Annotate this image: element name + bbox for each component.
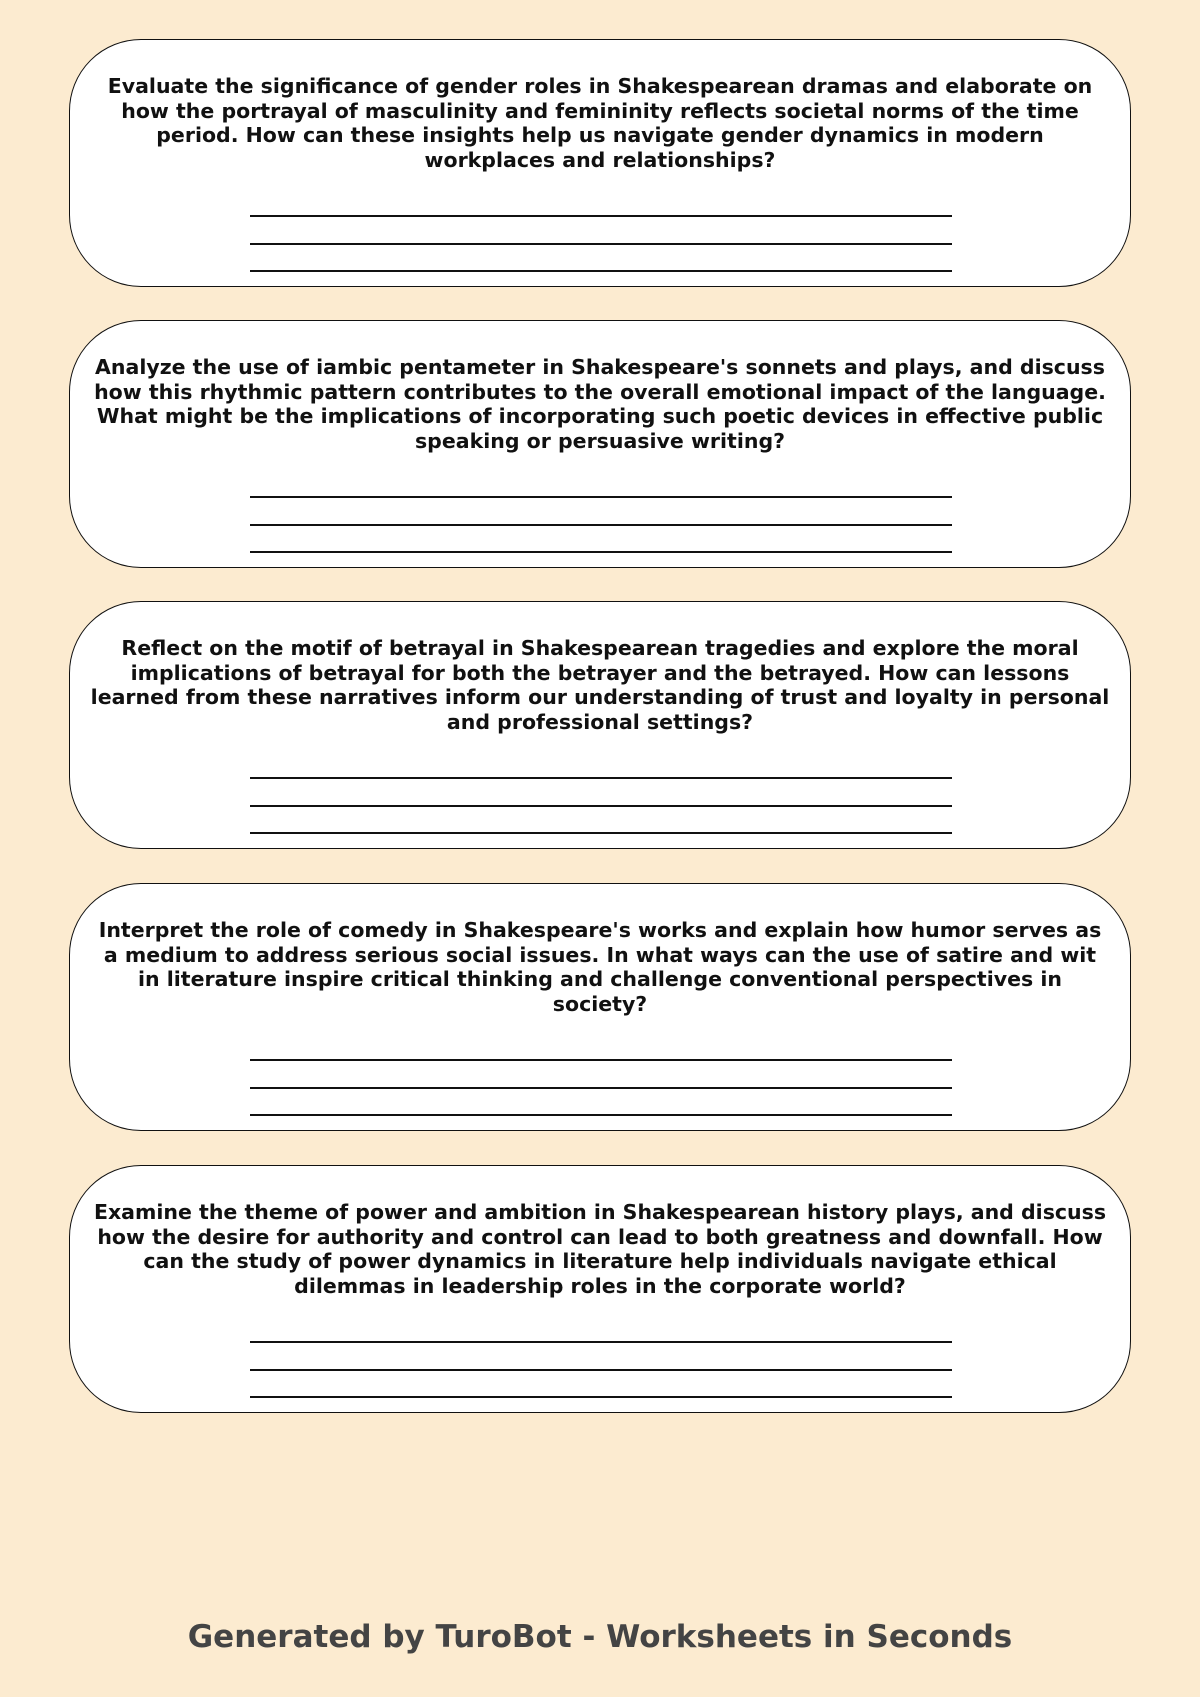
question-card-2 <box>69 320 1131 568</box>
answer-line-4-2[interactable] <box>250 1087 952 1089</box>
question-text-1: Evaluate the significance of gender roles in Shakespearean dramas and elaborate on how the portrayal of masculinity and femininity reflects societal norms of the time period. How can these insights help us navigate gender dynamics in modern workplaces and relationships? <box>107 74 1093 172</box>
question-card-1 <box>69 39 1131 287</box>
answer-line-2-1[interactable] <box>250 496 952 498</box>
question-card-4 <box>69 883 1131 1131</box>
question-text-4: Interpret the role of comedy in Shakespeare's works and explain how humor serves as a medium to address serious social issues. In what ways can the use of satire and wit in literature inspire critical thinking and challenge conventional perspectives in society? <box>98 918 1102 1016</box>
answer-line-3-1[interactable] <box>250 777 952 779</box>
answer-line-1-1[interactable] <box>250 215 952 217</box>
answer-line-3-2[interactable] <box>250 805 952 807</box>
answer-line-5-2[interactable] <box>250 1369 952 1371</box>
answer-line-4-1[interactable] <box>250 1059 952 1061</box>
question-text-2: Analyze the use of iambic pentameter in Shakespeare's sonnets and plays, and discuss how this rhythmic pattern contributes to the overall emotional impact of the language. What might be the implications of incorporating such poetic devices in effective public speaking or persuasive writing? <box>94 355 1106 453</box>
question-text-3: Reflect on the motif of betrayal in Shakespearean tragedies and explore the moral implications of betrayal for both the betrayer and the betrayed. How can lessons learned from these narratives inform our understanding of trust and loyalty in personal and professional settings? <box>90 636 1110 734</box>
answer-line-4-3[interactable] <box>250 1114 952 1116</box>
answer-line-3-3[interactable] <box>250 832 952 834</box>
question-card-5 <box>69 1165 1131 1413</box>
answer-line-2-2[interactable] <box>250 524 952 526</box>
question-text-5: Examine the theme of power and ambition in Shakespearean history plays, and discuss how the desire for authority and control can lead to both greatness and downfall. How can the study of power dynamics in literature help individuals navigate ethical dilemmas in leadership roles in the corporate world? <box>93 1200 1107 1298</box>
answer-line-5-1[interactable] <box>250 1341 952 1343</box>
question-card-3 <box>69 601 1131 849</box>
answer-line-2-3[interactable] <box>250 551 952 553</box>
answer-line-1-2[interactable] <box>250 243 952 245</box>
answer-line-1-3[interactable] <box>250 270 952 272</box>
footer-credit: Generated by TuroBot - Worksheets in Seconds <box>187 1619 1013 1655</box>
answer-line-5-3[interactable] <box>250 1396 952 1398</box>
